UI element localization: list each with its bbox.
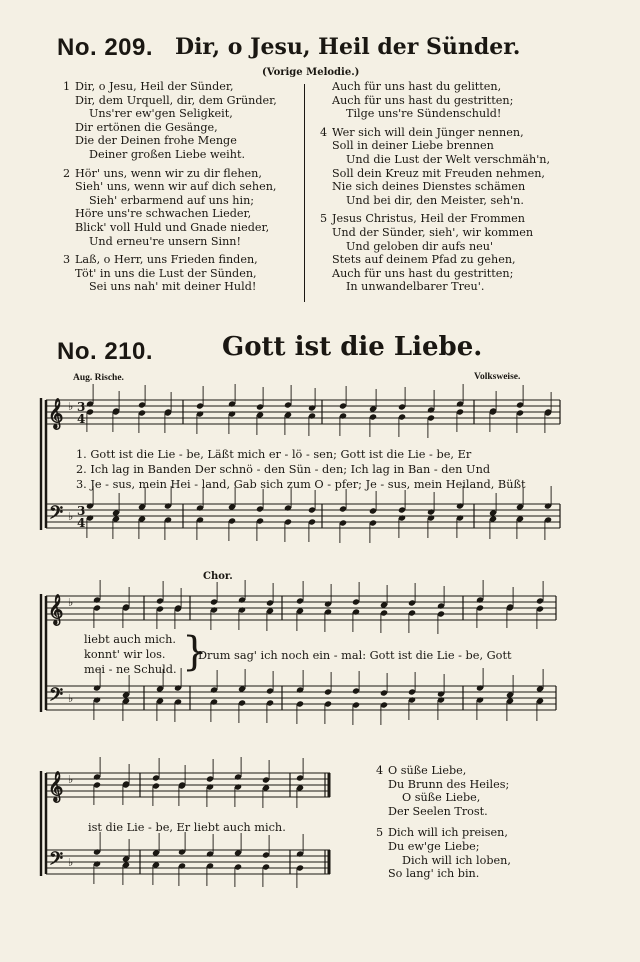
hymn-210-number: No. 210. [57,338,154,365]
verse-number: 3 [63,253,71,267]
verse-text: Nie sich deines Dienstes schämen [332,180,526,194]
verse-text: O süße Liebe, [388,764,467,777]
verse-text: Dich will ich loben, [402,853,511,867]
verse-text: Sieh' erbarmend auf uns hin; [89,193,255,207]
verse-text: Du ew'ge Liebe; [388,839,480,853]
chorus-brace: } [182,629,208,675]
verse-text: Und der Sünder, sieh', wir kommen [332,225,534,239]
time-sig: 3 [77,400,86,414]
hymn-210-title: Gott ist die Liebe. [222,332,483,362]
verse-text: Jesus Christus, Heil der Frommen [332,212,526,226]
hymn-209-number: No. 209. [57,34,154,61]
verse-text: Töt' in uns die Lust der Sünden, [75,266,257,280]
verse-text: Uns'rer ew'gen Seligkeit, [89,107,233,121]
system1-lyric-verse3: 3. Je - sus, mein Hei - land, Gab sich zum O - pfer; Je - sus, mein Heiland, Büßt [76,478,526,491]
verse-text: Wer sich will dein Jünger nennen, [332,125,524,139]
verse-text: Stets auf deinem Pfad zu gehen, [332,253,516,267]
time-sig: 4 [77,516,86,530]
verse-line [376,826,511,840]
bass-clef: 𝄢 [49,848,64,874]
verse-text: Hör' uns, wenn wir zu dir flehen, [75,166,262,180]
treble-clef: 𝄞 [48,399,64,429]
verse-stanza [376,764,511,818]
verse-line [376,791,511,805]
system3-lyric: ist die Lie - be, Er liebt auch mich. [88,821,286,834]
verse-text: Soll in deiner Liebe brennen [332,139,494,153]
verse-text: Dir ertönen die Gesänge, [75,120,218,134]
verse-text: Auch für uns hast du gestritten; [332,266,514,280]
verse-text: In unwandelbarer Treu'. [346,280,485,294]
system2-lyric-left-3: mei - ne Schuld. [84,663,177,676]
verse-stanza [376,826,511,880]
verse-text: Laß, o Herr, uns Frieden finden, [75,253,258,267]
bass-clef: 𝄢 [49,502,64,528]
key-flat: ♭ [68,856,74,869]
verse-text: Sieh' uns, wenn wir auf dich sehen, [75,180,277,194]
hymn-210-extra-verses [376,764,511,881]
verse-text: Dir, o Jesu, Heil der Sünder, [75,80,234,93]
treble-clef: 𝄞 [48,595,64,625]
verse-number: 1 [63,80,71,93]
hymn-209-subtitle: (Vorige Melodie.) [262,67,360,78]
verse-text: So lang' ich bin. [388,867,480,881]
verse-text: Und erneu're unsern Sinn! [89,234,241,248]
system2-lyric-chorus: Drum sag' ich noch ein - mal: Gott ist die Lie - be, Gott [198,649,512,662]
verse-text: Sei uns nah' mit deiner Huld! [89,280,257,294]
composer-credit: Aug. Rische. [73,373,124,383]
verse-text: Du Brunn des Heiles; [388,777,510,791]
key-flat: ♭ [68,400,74,413]
verse-number: 4 [376,764,384,777]
verse-number: 4 [320,125,328,139]
verse-text: Deiner großen Liebe weiht. [89,147,245,161]
tune-credit: Volksweise. [474,372,521,382]
verse-text: Und geloben dir aufs neu' [346,239,494,253]
chorus-label: Chor. [203,571,233,582]
verse-text: Blick' voll Huld und Gnade nieder, [75,220,270,234]
treble-clef: 𝄞 [48,772,64,802]
verse-text: Dir, dem Urquell, dir, dem Gründer, [75,93,277,107]
verse-text: Dich will ich preisen, [388,826,508,840]
verse-text: Und die Lust der Welt verschmäh'n, [346,152,551,166]
verse-line [376,805,511,819]
verse-line [376,840,511,854]
verse-line [376,778,511,792]
verse-text: Und bei dir, den Meister, seh'n. [346,193,524,207]
verse-text: Höre uns're schwachen Lieder, [75,207,252,221]
verse-number: 5 [376,826,384,840]
verse-text: Auch für uns hast du gestritten; [332,93,514,107]
verse-number: 2 [63,166,71,180]
system1-lyric-verse2: 2. Ich lag in Banden Der schnö - den Sün - den; Ich lag in Ban - den Und [76,463,491,476]
verse-text: Der Seelen Trost. [388,804,488,818]
verse-text: Die der Deinen frohe Menge [75,134,237,148]
verse-line [376,867,511,881]
verse-line [376,764,511,778]
system2-lyric-left-2: konnt' wir los. [84,648,166,661]
verse-line [376,854,511,868]
time-sig: 4 [77,412,86,426]
verse-text: Auch für uns hast du gelitten, [332,80,502,93]
verse-text: Tilge uns're Sündenschuld! [346,107,502,121]
verse-number: 5 [320,212,328,226]
verse-text: O süße Liebe, [402,791,481,805]
key-flat: ♭ [68,692,74,705]
key-flat: ♭ [68,773,74,786]
system1-lyric-verse1: 1. Gott ist die Lie - be, Läßt mich er - lö - sen; Gott ist die Lie - be, Er [76,448,472,461]
time-sig: 3 [77,504,86,518]
hymn-209-title: Dir, o Jesu, Heil der Sünder. [175,34,521,60]
bass-clef: 𝄢 [49,684,64,710]
verse-text: Soll dein Kreuz mit Freuden nehmen, [332,166,545,180]
system2-lyric-left-1: liebt auch mich. [84,633,176,646]
key-flat: ♭ [68,510,74,523]
key-flat: ♭ [68,596,74,609]
